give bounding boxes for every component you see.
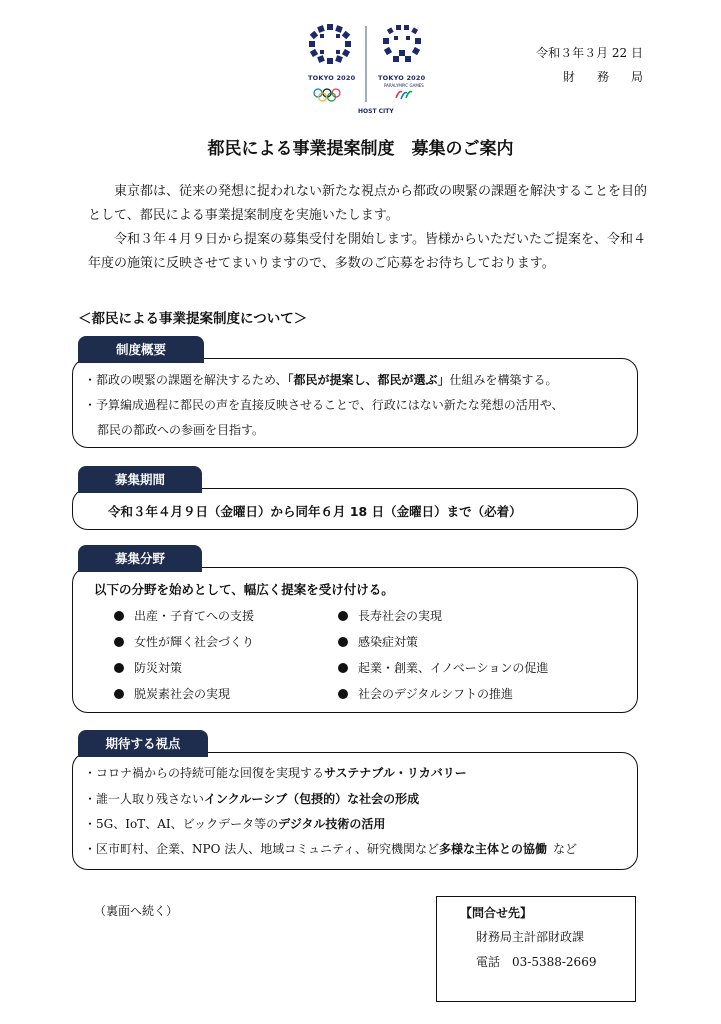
field-item: 女性が輝く社会づくり <box>114 633 254 650</box>
contact-phone: 電話 03-5388-2669 <box>476 955 597 969</box>
paralympic-caption: TOKYO 2020 <box>378 74 426 82</box>
overview-line-1 <box>84 371 558 388</box>
intro-paragraph-2: 令和３年４月９日から提案の募集受付を開始します。皆様からいただいたご提案を、令和４年度の施策に反映させてまいりますので、多数のご応募をお待ちしております。 <box>88 232 646 271</box>
paralympic-subcaption: PARALYMPIC GAMES <box>384 83 424 88</box>
overview-line-3: 都民の都政への参画を目指す。 <box>97 423 265 437</box>
intro-paragraph-1: 東京都は、従来の発想に捉われない新たな視点から都政の喫緊の課題を解決することを目的として、都民による事業提案制度を実施いたします。 <box>88 184 648 223</box>
olympic-caption: TOKYO 2020 <box>308 74 356 82</box>
field-item: 感染症対策 <box>338 633 418 650</box>
field-item: 出産・子育てへの支援 <box>114 607 254 624</box>
fields-tab: 募集分野 <box>78 545 202 572</box>
bullet-dot-icon <box>338 611 348 621</box>
field-item: 脱炭素社会の実現 <box>114 685 230 702</box>
overview-line-1-post: 仕組みを構築する。 <box>449 373 558 387</box>
issue-date: 令和３年３月 22 日 <box>536 46 643 60</box>
overview-tab: 制度概要 <box>78 336 204 363</box>
field-item: 社会のデジタルシフトの推進 <box>338 685 513 702</box>
period-text: 令和３年４月９日（金曜日）から同年６月 18 日（金曜日）まで（必着） <box>108 504 522 519</box>
host-city-label: HOST CITY <box>358 108 394 115</box>
field-item: 長寿社会の実現 <box>338 607 442 624</box>
contact-department: 財務局主計部財政課 <box>476 930 585 944</box>
tokyo2020-emblem-icon <box>300 22 450 122</box>
viewpoint-item: ・誰一人取り残さないインクルーシブ（包摂的）な社会の形成 <box>84 792 420 806</box>
page-title: 都民による事業提案制度 募集のご案内 <box>207 139 514 159</box>
continued-note: （裏面へ続く） <box>94 904 179 918</box>
bullet-dot-icon <box>338 689 348 699</box>
field-item: 防災対策 <box>114 659 182 676</box>
viewpoints-tab: 期待する視点 <box>78 730 208 757</box>
section-heading: ＜都民による事業提案制度について＞ <box>78 311 308 327</box>
bullet-dot-icon <box>114 611 124 621</box>
period-tab: 募集期間 <box>78 466 202 493</box>
viewpoint-item: ・区市町村、企業、NPO 法人、地域コミュニティ、研究機関など多様な主体との協働 など <box>84 842 578 856</box>
overview-line-1-pre: ・都政の喫緊の課題を解決するため、 <box>84 373 288 387</box>
contact-title: 【問合せ先】 <box>460 906 533 920</box>
bullet-dot-icon <box>114 637 124 647</box>
tokyo2020-logos <box>300 22 450 122</box>
fields-lead: 以下の分野を始めとして、幅広く提案を受け付ける。 <box>94 582 394 597</box>
bullet-dot-icon <box>338 637 348 647</box>
issuer: 財務局 <box>562 70 665 84</box>
viewpoint-item: ・コロナ禍からの持続可能な回復を実現するサステナブル・リカバリー <box>84 766 467 780</box>
bullet-dot-icon <box>338 663 348 673</box>
overview-line-1-bold: 「都民が提案し、都民が選ぶ」 <box>287 373 450 387</box>
overview-line-2: ・予算編成過程に都民の声を直接反映させることで、行政にはない新たな発想の活用や、 <box>84 398 564 412</box>
bullet-dot-icon <box>114 689 124 699</box>
field-item: 起業・創業、イノベーションの促進 <box>338 659 548 676</box>
bullet-dot-icon <box>114 663 124 673</box>
viewpoint-item: ・5G、IoT、AI、ビックデータ等のデジタル技術の活用 <box>84 817 386 831</box>
